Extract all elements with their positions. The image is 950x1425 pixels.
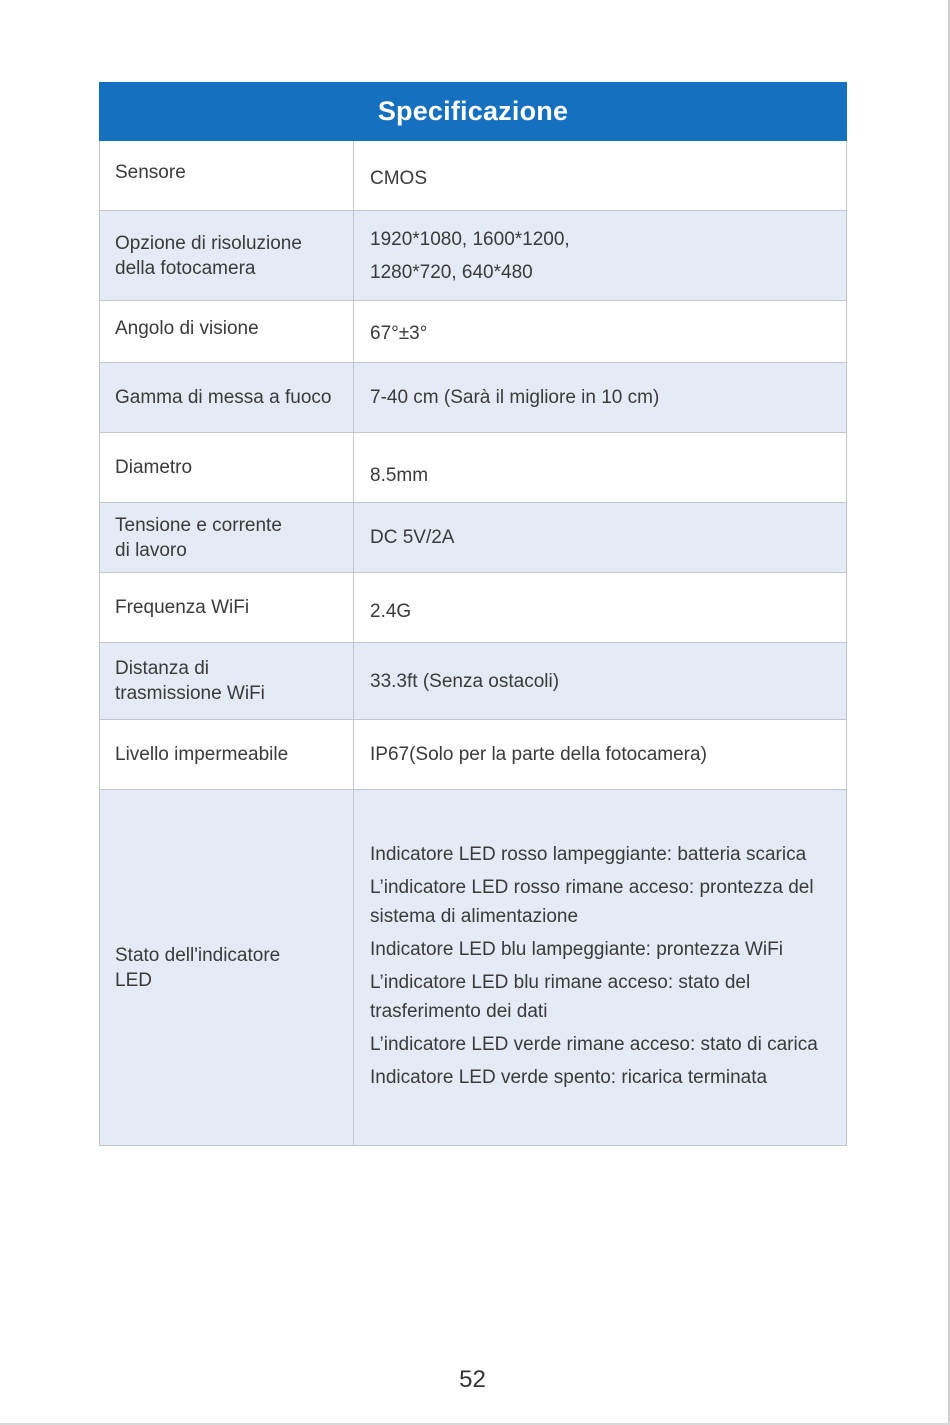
table-row-angolo — [100, 301, 847, 363]
row-value-line: 7-40 cm (Sarà il migliore in 10 cm) — [370, 387, 660, 408]
row-value — [354, 790, 847, 1146]
row-label-line: Distanza di — [115, 658, 209, 679]
row-label — [100, 643, 354, 720]
row-label-line: Opzione di risoluzione — [115, 232, 302, 254]
led-status-item: Indicatore LED rosso lampeggiante: batteria scarica — [370, 843, 807, 865]
row-value — [354, 301, 847, 363]
row-value-line: 67°±3° — [370, 323, 428, 344]
row-label — [100, 211, 354, 301]
table-title: Specificazione — [100, 83, 847, 141]
table-header-row — [100, 83, 847, 141]
table-row-frequenza-wifi — [100, 573, 847, 643]
row-label-line: Livello impermeabile — [115, 744, 289, 765]
row-label-line: Diametro — [115, 457, 193, 478]
row-value-line: IP67(Solo per la parte della fotocamera) — [370, 744, 707, 765]
table-row-gamma-messa-a-fuoco — [100, 363, 847, 433]
led-status-item: Indicatore LED blu lampeggiante: prontezza WiFi — [370, 938, 783, 960]
page-number: 52 — [459, 1366, 486, 1393]
row-value — [354, 503, 847, 573]
row-value-line: 33.3ft (Senza ostacoli) — [370, 670, 560, 692]
row-label — [100, 363, 354, 433]
row-label-line: di lavoro — [115, 539, 187, 561]
row-label-line: della fotocamera — [115, 257, 256, 279]
row-value-line: 1920*1080, 1600*1200, — [370, 228, 570, 250]
row-value — [354, 643, 847, 720]
table-row-risoluzione — [100, 211, 847, 301]
table-row-distanza-wifi — [100, 643, 847, 720]
led-status-item: L’indicatore LED verde rimane acceso: stato di carica — [370, 1033, 818, 1055]
row-label — [100, 141, 354, 211]
row-value-line: 8.5mm — [370, 465, 429, 486]
row-value-line: CMOS — [370, 168, 427, 189]
row-value — [354, 141, 847, 211]
row-value-line: DC 5V/2A — [370, 527, 455, 548]
table-row-tensione — [100, 503, 847, 573]
table-row-stato-led — [100, 790, 847, 1146]
row-value — [354, 211, 847, 301]
row-label — [100, 790, 354, 1146]
table-row-diametro — [100, 433, 847, 503]
row-label — [100, 301, 354, 363]
specification-table — [99, 82, 847, 1146]
row-value-line: 2.4G — [370, 601, 412, 622]
row-label — [100, 573, 354, 643]
row-value — [354, 573, 847, 643]
led-status-item: Indicatore LED verde spento: ricarica terminata — [370, 1066, 768, 1088]
row-value — [354, 433, 847, 503]
row-value — [354, 720, 847, 790]
row-label-line: Angolo di visione — [115, 318, 259, 339]
row-label — [100, 503, 354, 573]
row-label-line: Tensione e corrente — [115, 514, 282, 536]
row-label-line: trasmissione WiFi — [115, 683, 265, 704]
row-value-line: 1280*720, 640*480 — [370, 261, 533, 283]
row-label-line: Gamma di messa a fuoco — [115, 387, 332, 408]
led-status-item: L’indicatore LED rosso rimane acceso: prontezza del sistema di alimentazione — [370, 876, 814, 927]
row-label — [100, 720, 354, 790]
led-status-item: L’indicatore LED blu rimane acceso: stato del trasferimento dei dati — [370, 971, 751, 1022]
row-label-line: Stato dell'indicatore — [115, 944, 281, 966]
table-row-impermeabile — [100, 720, 847, 790]
row-label-line: Frequenza WiFi — [115, 597, 250, 618]
row-value — [354, 363, 847, 433]
row-label — [100, 433, 354, 503]
row-label-line: LED — [115, 969, 152, 991]
row-label-line: Sensore — [115, 162, 186, 183]
table-row-sensore — [100, 141, 847, 211]
